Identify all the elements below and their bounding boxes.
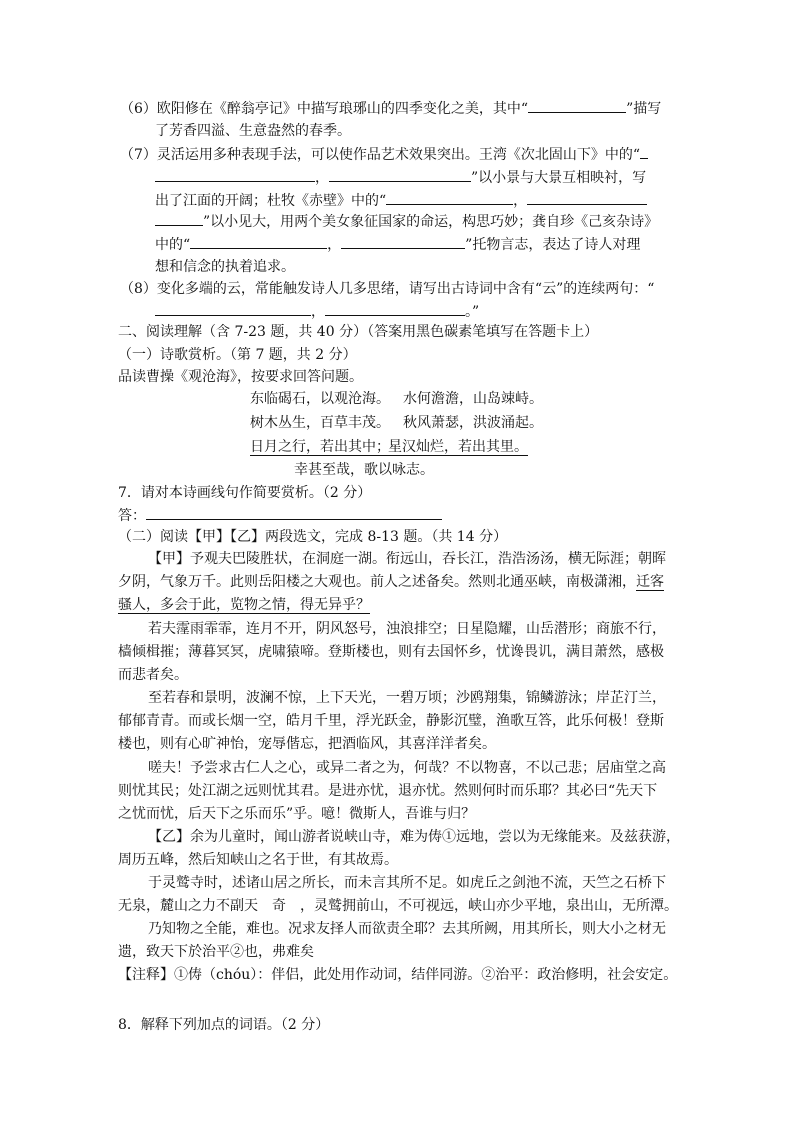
q7-answer-line — [118, 505, 442, 526]
q8-line2: ， 。” — [155, 301, 479, 322]
q7-line2: ， ”以小景与大景互相映衬，写 — [155, 167, 646, 188]
jia-line: 而悲者矣。 — [118, 667, 188, 683]
poem-intro: 品读曹操《观沧海》，按要求回答问题。 — [118, 369, 363, 385]
answer-label: 答： — [118, 508, 146, 524]
jia-line — [118, 595, 370, 615]
jia-line: 樯倾楫摧；薄暮冥冥，虎啸猿啼。登斯楼也，则有去国怀乡，忧谗畏讥，满目萧然，感极 — [118, 644, 664, 660]
q7-blank-6[interactable] — [341, 234, 465, 249]
poem-underlined-line-a: 日月之行，若出其中； — [250, 439, 390, 455]
yi-line: 无泉，麓山之力不副天 奇 ，灵鹫拥前山，不可视远，峡山亦少平地，泉出山，无所潭。 — [118, 898, 678, 914]
subsection1-title: （一）诗歌赏析。（第 7 题，共 2 分） — [118, 347, 357, 363]
yi-line: 遗，致天下於治平②也，弗难矣 — [118, 944, 314, 960]
q6-answer-blank[interactable] — [528, 98, 626, 113]
yi-line: 于灵鹫寺时，述诸山居之所长，而未言其所不足。如虎丘之剑池不流，天竺之石桥下 — [148, 875, 666, 891]
q7-line1: （7）灵活运用多种表现手法，可以使作品艺术效果突出。王湾《次北固山下》中的“ — [120, 144, 648, 165]
q6-number: （6） — [120, 101, 157, 117]
jia-line: 郁郁青青。而或长烟一空，皓月千里，浮光跃金，静影沉璧，渔歌互答，此乐何极！登斯 — [118, 713, 664, 729]
section2-title: 二、阅读理解（含 7-23 题，共 40 分）（答案用黑色碳素笔填写在答题卡上） — [118, 324, 599, 340]
jia-line: 楼也，则有心旷神怡，宠辱偕忘，把酒临风，其喜洋洋者矣。 — [118, 736, 496, 752]
q7-blank-4b[interactable] — [155, 211, 203, 226]
jia-line: 若夫霪雨霏霏，连月不开，阴风怒号，浊浪排空；日星隐耀，山岳潜形；商旅不行， — [148, 621, 666, 637]
q7-blank-3[interactable] — [386, 190, 513, 205]
q7-blank-2[interactable] — [329, 167, 471, 182]
q7-blank-4a[interactable] — [527, 190, 647, 205]
yi-line: 周历五峰，然后知峡山之名于世，有其故焉。 — [118, 852, 398, 868]
q8-line1: （8）变化多端的云，常能触发诗人几多思绪，请写出古诗词中含有“云”的连续两句：“ — [120, 281, 655, 297]
q7-line5: 中的“ ， ”托物言志，表达了诗人对理 — [155, 234, 640, 255]
q7-line6: 想和信念的执着追求。 — [155, 259, 295, 275]
jia-underlined-text: 骚人，多会于此，览物之情，得无异乎？ — [118, 597, 370, 613]
jia-underlined-text: 迁客 — [636, 574, 664, 590]
poem-underlined-line-b: 星汉灿烂，若出其里。 — [388, 439, 528, 455]
q7-blank-1b[interactable] — [155, 167, 315, 182]
q7-blank-5[interactable] — [190, 234, 327, 249]
yi-line: 【乙】余为儿童时，闻山游者说峡山寺，难为俦①远地，尝以为无缘能来。及兹获游， — [148, 829, 680, 845]
jia-line: 则忧其民；处江湖之远则忧其君。是进亦忧，退亦忧。然则何时而乐耶？其必曰“先天下 — [118, 783, 658, 799]
q8-blank-2[interactable] — [325, 301, 465, 316]
jia-line: 【甲】予观夫巴陵胜状，在洞庭一湖。衔远山，吞长江，浩浩汤汤，横无际涯；朝晖 — [148, 551, 666, 567]
jia-line: 至若春和景明，波澜不惊，上下天光，一碧万顷；沙鸥翔集，锦鳞游泳；岸芷汀兰， — [148, 690, 666, 706]
poem-line-3a — [250, 437, 390, 457]
q7-line3: 出了江面的开阔；杜牧《赤壁》中的“ ， — [155, 190, 647, 211]
poem-line-4: 幸甚至哉，歌以咏志。 — [294, 462, 434, 478]
poem-line-1b: 水何澹澹，山岛竦峙。 — [403, 391, 543, 407]
q7-line4: ”以小见大，用两个美女象征国家的命运，构思巧妙；龚自珍《己亥杂诗》 — [155, 211, 658, 232]
poem-line-2b: 秋风萧瑟，洪波涌起。 — [403, 415, 543, 431]
q8-number: （8） — [120, 281, 157, 297]
q7-answer-blank[interactable] — [146, 505, 442, 520]
jia-line: 之忧而忧，后天下之乐而乐”乎。噫！微斯人，吾谁与归？ — [118, 806, 476, 822]
poem-line-1a: 东临碣石，以观沧海。 — [250, 391, 390, 407]
q8-blank-1[interactable] — [155, 301, 311, 316]
q6-line2: 了芳香四溢、生意盎然的春季。 — [155, 123, 351, 139]
jia-line: 夕阴，气象万千。此则岳阳楼之大观也。前人之述备矣。然则北通巫峡，南极潇湘，迁客 — [118, 574, 664, 590]
q7-blank-1a[interactable] — [640, 144, 648, 159]
subsection2-title: （二）阅读【甲】【乙】两段选文，完成 8-13 题。（共 14 分） — [118, 529, 508, 545]
poem-line-2a: 树木丛生，百草丰茂。 — [250, 415, 390, 431]
q6-line1: （6）欧阳修在《醉翁亭记》中描写琅琊山的四季变化之美，其中“ ”描写 — [120, 98, 661, 119]
poem-line-3b — [388, 437, 528, 457]
q8-vocabulary-prompt: 8．解释下列加点的词语。（2 分） — [118, 1017, 330, 1033]
q7-appreciation-prompt: 7．请对本诗画线句作简要赏析。（2 分） — [118, 485, 372, 501]
jia-line: 嗟夫！予尝求古仁人之心，或异二者之为，何哉？不以物喜，不以己悲；居庙堂之高 — [148, 760, 666, 776]
annotation-note: 【注释】①俦（chóu）：伴侣，此处用作动词，结伴同游。②治平：政治修明，社会安定。 — [118, 967, 678, 983]
yi-line: 乃知物之全能，难也。况求友择人而欲责全耶？去其所阙，用其所长，则大小之材无 — [148, 921, 666, 937]
q7-number: （7） — [120, 147, 157, 163]
